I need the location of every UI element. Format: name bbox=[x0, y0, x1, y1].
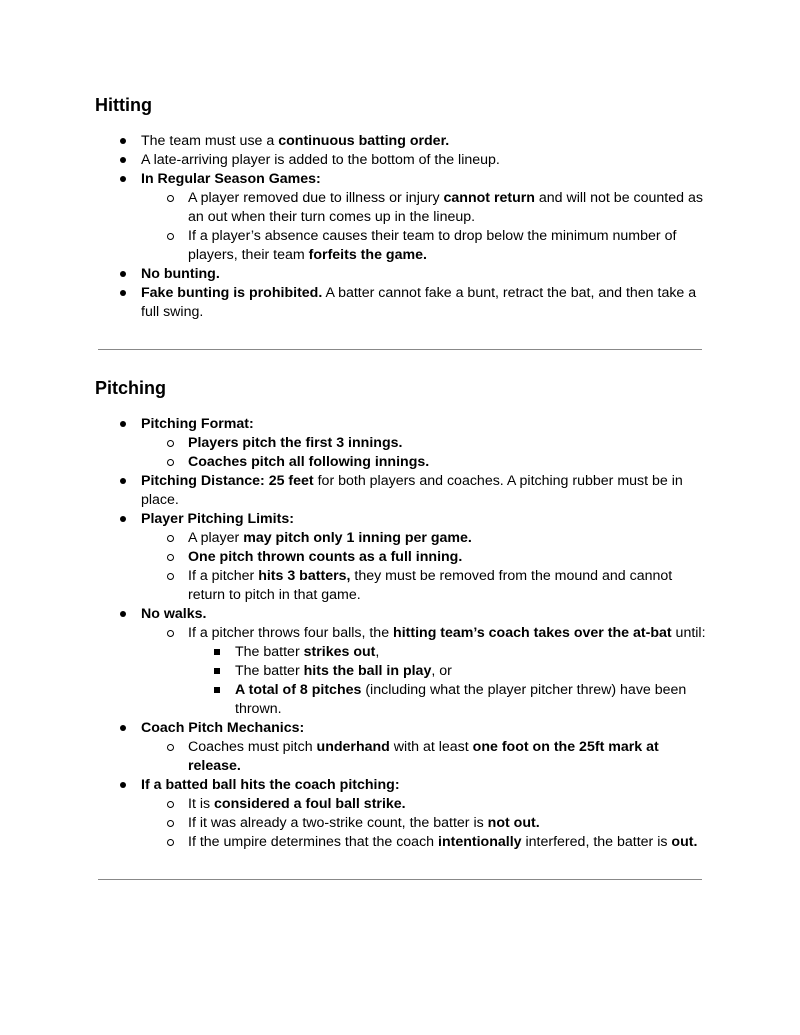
sub-list bbox=[141, 189, 709, 265]
bold-text: hits the ball in play bbox=[303, 663, 432, 679]
text: A batter cannot fake a bunt, retract the bat, and then take a full swing. bbox=[141, 285, 697, 320]
bold-text: Coaches pitch all following innings. bbox=[188, 454, 430, 470]
bullet-square-icon bbox=[214, 643, 224, 662]
list-item bbox=[235, 662, 709, 681]
text: If the umpire determines that the coach bbox=[188, 834, 438, 850]
bold-text: No walks. bbox=[141, 606, 207, 622]
list-item bbox=[188, 548, 709, 567]
sub-list bbox=[188, 643, 709, 719]
bold-text: No bunting. bbox=[141, 266, 220, 282]
list-item bbox=[188, 567, 709, 605]
text: with at least bbox=[389, 739, 473, 755]
list-item bbox=[141, 605, 709, 719]
bold-text: Pitching Format: bbox=[141, 416, 254, 432]
section-hitting bbox=[95, 95, 709, 322]
list-item bbox=[141, 415, 709, 472]
bold-text: hitting team’s coach takes over the at-bat bbox=[393, 625, 672, 641]
sub-list bbox=[141, 529, 709, 605]
section-heading: Pitching bbox=[95, 378, 166, 398]
text: It is bbox=[188, 796, 215, 812]
bold-text: In Regular Season Games: bbox=[141, 171, 321, 187]
bold-text: One pitch thrown counts as a full inning. bbox=[188, 549, 463, 565]
bold-text: one foot on the 25ft mark at release. bbox=[188, 739, 659, 774]
bold-text: intentionally bbox=[438, 834, 522, 850]
rules-list bbox=[95, 132, 709, 322]
bullet-circle-icon bbox=[167, 434, 177, 453]
list-item bbox=[188, 227, 709, 265]
sub-list bbox=[141, 795, 709, 852]
bullet-circle-icon bbox=[167, 814, 177, 833]
bold-text: Players pitch the first 3 innings. bbox=[188, 435, 403, 451]
divider bbox=[98, 879, 702, 880]
list-item bbox=[141, 284, 709, 322]
text: The batter bbox=[235, 644, 304, 660]
bullet-disc-icon bbox=[120, 719, 130, 738]
bullet-circle-icon bbox=[167, 453, 177, 472]
bullet-circle-icon bbox=[167, 189, 177, 208]
text: they must be removed from the mound and cannot return to pitch in that game. bbox=[188, 568, 673, 603]
list-item bbox=[141, 776, 709, 852]
bullet-disc-icon bbox=[120, 284, 130, 303]
text: If a pitcher throws four balls, the bbox=[188, 625, 394, 641]
bold-text: may pitch only 1 inning per game. bbox=[243, 530, 472, 546]
bullet-disc-icon bbox=[120, 151, 130, 170]
list-item bbox=[188, 189, 709, 227]
text: , bbox=[375, 644, 380, 660]
bullet-square-icon bbox=[214, 662, 224, 681]
sub-list bbox=[141, 738, 709, 776]
text: A late-arriving player is added to the bottom of the lineup. bbox=[141, 152, 500, 168]
section-heading: Hitting bbox=[95, 95, 152, 115]
bullet-circle-icon bbox=[167, 227, 177, 246]
text: for both players and coaches. A pitching rubber must be in place. bbox=[141, 473, 683, 508]
sub-list bbox=[141, 624, 709, 719]
text: , or bbox=[431, 663, 452, 679]
list-item bbox=[141, 472, 709, 510]
sub-list bbox=[141, 434, 709, 472]
list-item bbox=[141, 265, 709, 284]
list-item bbox=[188, 814, 709, 833]
bold-text: hits 3 batters, bbox=[258, 568, 351, 584]
bold-text: Pitching Distance: 25 feet bbox=[141, 473, 314, 489]
list-item bbox=[188, 624, 709, 719]
bold-text: considered a foul ball strike. bbox=[214, 796, 406, 812]
text: (including what the player pitcher threw) have been thrown. bbox=[235, 682, 687, 717]
list-item bbox=[188, 434, 709, 453]
text: Coaches must pitch bbox=[188, 739, 317, 755]
bold-text: A total of 8 pitches bbox=[235, 682, 362, 698]
bold-text: not out. bbox=[487, 815, 540, 831]
bullet-disc-icon bbox=[120, 510, 130, 529]
divider bbox=[98, 349, 702, 350]
bold-text: continuous batting order. bbox=[278, 133, 450, 149]
bullet-disc-icon bbox=[120, 265, 130, 284]
bold-text: Fake bunting is prohibited. bbox=[141, 285, 323, 301]
bullet-disc-icon bbox=[120, 776, 130, 795]
section-pitching bbox=[95, 378, 709, 852]
bullet-disc-icon bbox=[120, 605, 130, 624]
bullet-square-icon bbox=[214, 681, 224, 700]
list-item bbox=[235, 681, 709, 719]
bold-text: strikes out bbox=[303, 644, 376, 660]
bold-text: underhand bbox=[316, 739, 390, 755]
text: If a pitcher bbox=[188, 568, 259, 584]
list-item bbox=[188, 453, 709, 472]
rules-list bbox=[95, 415, 709, 852]
bold-text: If a batted ball hits the coach pitching: bbox=[141, 777, 400, 793]
list-item bbox=[141, 510, 709, 605]
text: If it was already a two-strike count, the batter is bbox=[188, 815, 488, 831]
text: until: bbox=[671, 625, 706, 641]
bold-text: forfeits the game. bbox=[308, 247, 427, 263]
bullet-disc-icon bbox=[120, 472, 130, 491]
bullet-circle-icon bbox=[167, 529, 177, 548]
bold-text: Coach Pitch Mechanics: bbox=[141, 720, 305, 736]
list-item bbox=[188, 738, 709, 776]
text: and will not be counted as an out when their turn comes up in the lineup. bbox=[188, 190, 703, 225]
list-item bbox=[188, 529, 709, 548]
bullet-disc-icon bbox=[120, 415, 130, 434]
bullet-circle-icon bbox=[167, 567, 177, 586]
text: The batter bbox=[235, 663, 304, 679]
text: The team must use a bbox=[141, 133, 279, 149]
text: If a player’s absence causes their team to drop below the minimum number of players, their team bbox=[188, 228, 677, 263]
list-item bbox=[141, 170, 709, 265]
bold-text: Player Pitching Limits: bbox=[141, 511, 294, 527]
list-item bbox=[188, 833, 709, 852]
list-item bbox=[235, 643, 709, 662]
bullet-circle-icon bbox=[167, 833, 177, 852]
text: interfered, the batter is bbox=[521, 834, 672, 850]
list-item bbox=[141, 151, 709, 170]
list-item bbox=[141, 132, 709, 151]
list-item bbox=[188, 795, 709, 814]
bullet-circle-icon bbox=[167, 624, 177, 643]
text: A player removed due to illness or injury bbox=[188, 190, 444, 206]
list-item bbox=[141, 719, 709, 776]
bullet-circle-icon bbox=[167, 738, 177, 757]
bullet-circle-icon bbox=[167, 548, 177, 567]
bullet-circle-icon bbox=[167, 795, 177, 814]
bullet-disc-icon bbox=[120, 170, 130, 189]
bold-text: out. bbox=[671, 834, 698, 850]
bold-text: cannot return bbox=[443, 190, 535, 206]
document-page bbox=[95, 95, 709, 908]
text: A player bbox=[188, 530, 244, 546]
bullet-disc-icon bbox=[120, 132, 130, 151]
